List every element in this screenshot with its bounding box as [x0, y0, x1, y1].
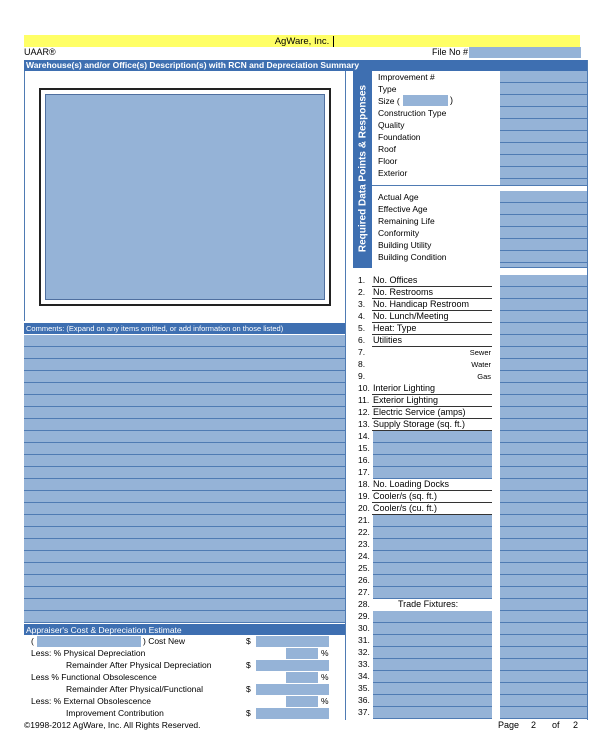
item-underline	[372, 407, 492, 419]
item-number: 24.	[358, 551, 370, 561]
utility-label: Water	[471, 360, 491, 369]
improvement-field-input[interactable]	[500, 71, 587, 83]
remainder-physical-input[interactable]	[256, 660, 329, 671]
percent-sign: %	[321, 672, 329, 682]
age-field-input[interactable]	[500, 239, 587, 251]
improvement-field-label: Foundation	[378, 132, 421, 142]
item-label-input[interactable]	[373, 515, 492, 527]
item-label: No. Offices	[373, 275, 418, 285]
item-label: Interior Lighting	[373, 383, 436, 393]
trade-fixtures-label: Trade Fixtures:	[398, 599, 459, 609]
item-number: 22.	[358, 527, 370, 537]
item-value-input[interactable]	[500, 635, 587, 647]
item-label: No. Restrooms	[373, 287, 434, 297]
less-functional-label: Less % Functional Obsolescence	[31, 672, 157, 682]
item-value-input[interactable]	[500, 599, 587, 611]
comment-line-input[interactable]	[24, 611, 345, 623]
item-number: 5.	[358, 323, 366, 333]
improvement-field-input[interactable]	[500, 107, 587, 119]
item-label-input[interactable]	[373, 575, 492, 587]
item-number: 27.	[358, 587, 370, 597]
age-field-input[interactable]	[500, 251, 587, 263]
item-value-input[interactable]	[500, 455, 587, 467]
item-label-input[interactable]	[373, 671, 492, 683]
improvement-field-input[interactable]	[500, 155, 587, 167]
item-value-input[interactable]	[500, 287, 587, 299]
item-number: 13.	[358, 419, 370, 429]
item-label-input[interactable]	[373, 539, 492, 551]
cost-new-label-input[interactable]	[37, 636, 141, 647]
improvement-field-label: Roof	[378, 144, 396, 154]
item-number: 6.	[358, 335, 366, 345]
improvement-field-label: Construction Type	[378, 108, 447, 118]
comment-line-input[interactable]	[24, 587, 345, 599]
dollar-sign: $	[246, 660, 251, 670]
item-label-input[interactable]	[373, 587, 492, 599]
item-number: 34.	[358, 671, 370, 681]
less-external-label: Less: % External Obsolescence	[31, 696, 152, 706]
page-label: Page	[498, 720, 520, 730]
improvement-field-label: Improvement #	[378, 72, 435, 82]
item-label-input[interactable]	[373, 467, 492, 479]
item-value-input[interactable]	[500, 707, 587, 719]
item-underline	[372, 395, 492, 407]
remainder-functional-input[interactable]	[256, 684, 329, 695]
item-underline	[372, 311, 492, 323]
improvement-field-input[interactable]	[500, 143, 587, 155]
form-name: UAAR®	[24, 47, 56, 57]
functional-pct-input[interactable]	[286, 672, 318, 683]
item-number: 17.	[358, 467, 370, 477]
item-underline	[372, 323, 492, 335]
item-number: 31.	[358, 635, 370, 645]
item-number: 29.	[358, 611, 370, 621]
utility-label: Sewer	[469, 348, 491, 357]
item-label-input[interactable]	[373, 551, 492, 563]
improvement-field-label: Size (	[378, 96, 400, 106]
age-field-input[interactable]	[500, 227, 587, 239]
item-label-input[interactable]	[373, 443, 492, 455]
text-cursor	[333, 36, 334, 47]
item-label: Utilities	[373, 335, 403, 345]
item-number: 20.	[358, 503, 370, 513]
item-value-input[interactable]	[500, 443, 587, 455]
comment-line-input[interactable]	[24, 443, 345, 455]
item-number: 36.	[358, 695, 370, 705]
item-value-input[interactable]	[500, 539, 587, 551]
item-value-input[interactable]	[500, 431, 587, 443]
dollar-sign: $	[246, 636, 251, 646]
comment-line-input[interactable]	[24, 599, 345, 611]
comment-line-input[interactable]	[24, 335, 345, 347]
age-field-input[interactable]	[500, 191, 587, 203]
item-number: 10.	[358, 383, 370, 393]
item-value-input[interactable]	[500, 671, 587, 683]
item-underline	[372, 275, 492, 287]
age-field-label: Conformity	[378, 228, 420, 238]
item-underline	[372, 299, 492, 311]
item-value-input[interactable]	[500, 311, 587, 323]
page-number: 2	[531, 720, 537, 730]
item-label: Cooler/s (cu. ft.)	[373, 503, 438, 513]
age-field-label: Effective Age	[378, 204, 428, 214]
item-label-input[interactable]	[373, 455, 492, 467]
cost-header-text: Appraiser's Cost & Depreciation Estimate	[26, 625, 182, 635]
comment-line-input[interactable]	[24, 551, 345, 563]
item-underline	[372, 503, 492, 515]
comment-line-input[interactable]	[24, 467, 345, 479]
item-label-input[interactable]	[373, 683, 492, 695]
age-field-label: Building Condition	[378, 252, 447, 262]
cost-new-input[interactable]	[256, 636, 329, 647]
item-value-input[interactable]	[500, 407, 587, 419]
item-number: 37.	[358, 707, 370, 717]
improvement-contribution-label: Improvement Contribution	[66, 708, 164, 718]
cost-open-paren: (	[31, 636, 34, 646]
item-value-input[interactable]	[500, 623, 587, 635]
item-number: 32.	[358, 647, 370, 657]
item-label-input[interactable]	[373, 707, 492, 719]
comments-header-text: Comments: (Expand on any items omitted, or add information on those listed)	[26, 324, 284, 333]
item-number: 9.	[358, 371, 366, 381]
comment-line-input[interactable]	[24, 539, 345, 551]
item-value-input[interactable]	[500, 611, 587, 623]
improvement-field-input[interactable]	[500, 119, 587, 131]
item-value-input[interactable]	[500, 659, 587, 671]
photo-placeholder[interactable]	[45, 94, 325, 300]
age-field-label: Building Utility	[378, 240, 432, 250]
item-label: Cooler/s (sq. ft.)	[373, 491, 438, 501]
item-number: 35.	[358, 683, 370, 693]
item-value-input[interactable]	[500, 347, 587, 359]
item-value-input[interactable]	[500, 683, 587, 695]
age-field-input[interactable]	[500, 215, 587, 227]
item-number: 15.	[358, 443, 370, 453]
comment-line-input[interactable]	[24, 395, 345, 407]
item-number: 21.	[358, 515, 370, 525]
item-value-input[interactable]	[500, 695, 587, 707]
comment-line-input[interactable]	[24, 575, 345, 587]
item-label: No. Lunch/Meeting	[373, 311, 449, 321]
comment-line-input[interactable]	[24, 347, 345, 359]
item-number: 12.	[358, 407, 370, 417]
item-label-input[interactable]	[373, 659, 492, 671]
item-label-input[interactable]	[373, 563, 492, 575]
item-label-input[interactable]	[373, 635, 492, 647]
remainder-functional-label: Remainder After Physical/Functional	[66, 684, 204, 694]
item-underline	[372, 479, 492, 491]
section-title-text: Warehouse(s) and/or Office(s) Description(s) with RCN and Depreciation Summary	[26, 60, 360, 70]
comment-line-input[interactable]	[24, 515, 345, 527]
item-label-input[interactable]	[373, 611, 492, 623]
item-label-input[interactable]	[373, 695, 492, 707]
vertical-title: Required Data Points & Responses	[357, 84, 369, 253]
item-number: 2.	[358, 287, 366, 297]
less-physical-label: Less: % Physical Depreciation	[31, 648, 146, 658]
item-value-input[interactable]	[500, 575, 587, 587]
item-number: 18.	[358, 479, 370, 489]
divider	[372, 185, 500, 186]
item-number: 16.	[358, 455, 370, 465]
comment-line-input[interactable]	[24, 491, 345, 503]
item-number: 8.	[358, 359, 366, 369]
item-label: Exterior Lighting	[373, 395, 439, 405]
copyright: ©1998-2012 AgWare, Inc. All Rights Reserved.	[24, 720, 201, 730]
improvement-contribution-input[interactable]	[256, 708, 329, 719]
item-value-input[interactable]	[500, 395, 587, 407]
item-number: 7.	[358, 347, 366, 357]
item-value-input[interactable]	[500, 419, 587, 431]
comment-line-input[interactable]	[24, 455, 345, 467]
left-border	[24, 71, 25, 321]
file-no-label: File No #	[432, 47, 469, 57]
item-label-input[interactable]	[373, 647, 492, 659]
item-value-input[interactable]	[500, 299, 587, 311]
improvement-field-input[interactable]	[500, 167, 587, 179]
item-label: No. Loading Docks	[373, 479, 450, 489]
item-value-input[interactable]	[500, 527, 587, 539]
item-value-input[interactable]	[500, 335, 587, 347]
comment-line-input[interactable]	[24, 503, 345, 515]
comment-line-input[interactable]	[24, 371, 345, 383]
item-number: 30.	[358, 623, 370, 633]
item-value-input[interactable]	[500, 647, 587, 659]
improvement-field-input[interactable]	[500, 83, 587, 95]
improvement-field-input[interactable]	[500, 131, 587, 143]
item-label: Heat: Type	[373, 323, 417, 333]
comment-line-input[interactable]	[24, 383, 345, 395]
item-value-input[interactable]	[500, 467, 587, 479]
item-label-input[interactable]	[373, 431, 492, 443]
comment-line-input[interactable]	[24, 479, 345, 491]
item-value-input[interactable]	[500, 359, 587, 371]
comment-line-input[interactable]	[24, 407, 345, 419]
item-label-input[interactable]	[373, 623, 492, 635]
item-value-input[interactable]	[500, 275, 587, 287]
age-field-input[interactable]	[500, 203, 587, 215]
dollar-sign: $	[246, 708, 251, 718]
item-number: 26.	[358, 575, 370, 585]
item-value-input[interactable]	[500, 503, 587, 515]
physical-pct-input[interactable]	[286, 648, 318, 659]
item-value-input[interactable]	[500, 491, 587, 503]
item-number: 33.	[358, 659, 370, 669]
item-underline	[372, 383, 492, 395]
dollar-sign: $	[246, 684, 251, 694]
right-border	[587, 60, 588, 720]
item-label: No. Handicap Restroom	[373, 299, 470, 309]
item-label-input[interactable]	[373, 527, 492, 539]
improvement-field-label: Type	[378, 84, 397, 94]
item-value-input[interactable]	[500, 515, 587, 527]
item-underline	[372, 335, 492, 347]
size-unit-input[interactable]	[403, 95, 448, 106]
item-number: 19.	[358, 491, 370, 501]
file-no-input[interactable]	[469, 47, 581, 58]
item-number: 25.	[358, 563, 370, 573]
age-field-label: Actual Age	[378, 192, 419, 202]
item-number: 4.	[358, 311, 366, 321]
age-field-input[interactable]	[500, 263, 587, 268]
page-total: 2	[573, 720, 579, 730]
improvement-field-label: Quality	[378, 120, 405, 130]
external-pct-input[interactable]	[286, 696, 318, 707]
improvement-field-label: Floor	[378, 156, 398, 166]
item-number: 14.	[358, 431, 370, 441]
comment-line-input[interactable]	[24, 563, 345, 575]
comment-line-input[interactable]	[24, 527, 345, 539]
item-number: 23.	[358, 539, 370, 549]
improvement-field-input[interactable]	[500, 95, 587, 107]
percent-sign: %	[321, 696, 329, 706]
percent-sign: %	[321, 648, 329, 658]
item-underline	[372, 491, 492, 503]
item-value-input[interactable]	[500, 323, 587, 335]
item-value-input[interactable]	[500, 563, 587, 575]
utility-label: Gas	[477, 372, 491, 381]
improvement-field-label: Exterior	[378, 168, 408, 178]
item-value-input[interactable]	[500, 479, 587, 491]
item-underline	[372, 287, 492, 299]
item-value-input[interactable]	[500, 587, 587, 599]
age-field-label: Remaining Life	[378, 216, 435, 226]
comment-line-input[interactable]	[24, 359, 345, 371]
item-value-input[interactable]	[500, 383, 587, 395]
item-underline	[372, 419, 492, 431]
item-label: Electric Service (amps)	[373, 407, 466, 417]
size-close: )	[450, 95, 453, 105]
item-value-input[interactable]	[500, 371, 587, 383]
item-number: 28.	[358, 599, 370, 609]
of-label: of	[552, 720, 560, 730]
improvement-field-input[interactable]	[500, 179, 587, 186]
comment-line-input[interactable]	[24, 431, 345, 443]
item-number: 11.	[358, 395, 370, 405]
cost-new-label: ) Cost New	[143, 636, 186, 646]
company-name: AgWare, Inc.	[274, 36, 330, 47]
item-number: 1.	[358, 275, 366, 285]
item-label: Supply Storage (sq. ft.)	[373, 419, 466, 429]
mid-border	[345, 71, 346, 720]
comment-line-input[interactable]	[24, 419, 345, 431]
remainder-physical-label: Remainder After Physical Depreciation	[66, 660, 212, 670]
item-value-input[interactable]	[500, 551, 587, 563]
item-number: 3.	[358, 299, 366, 309]
